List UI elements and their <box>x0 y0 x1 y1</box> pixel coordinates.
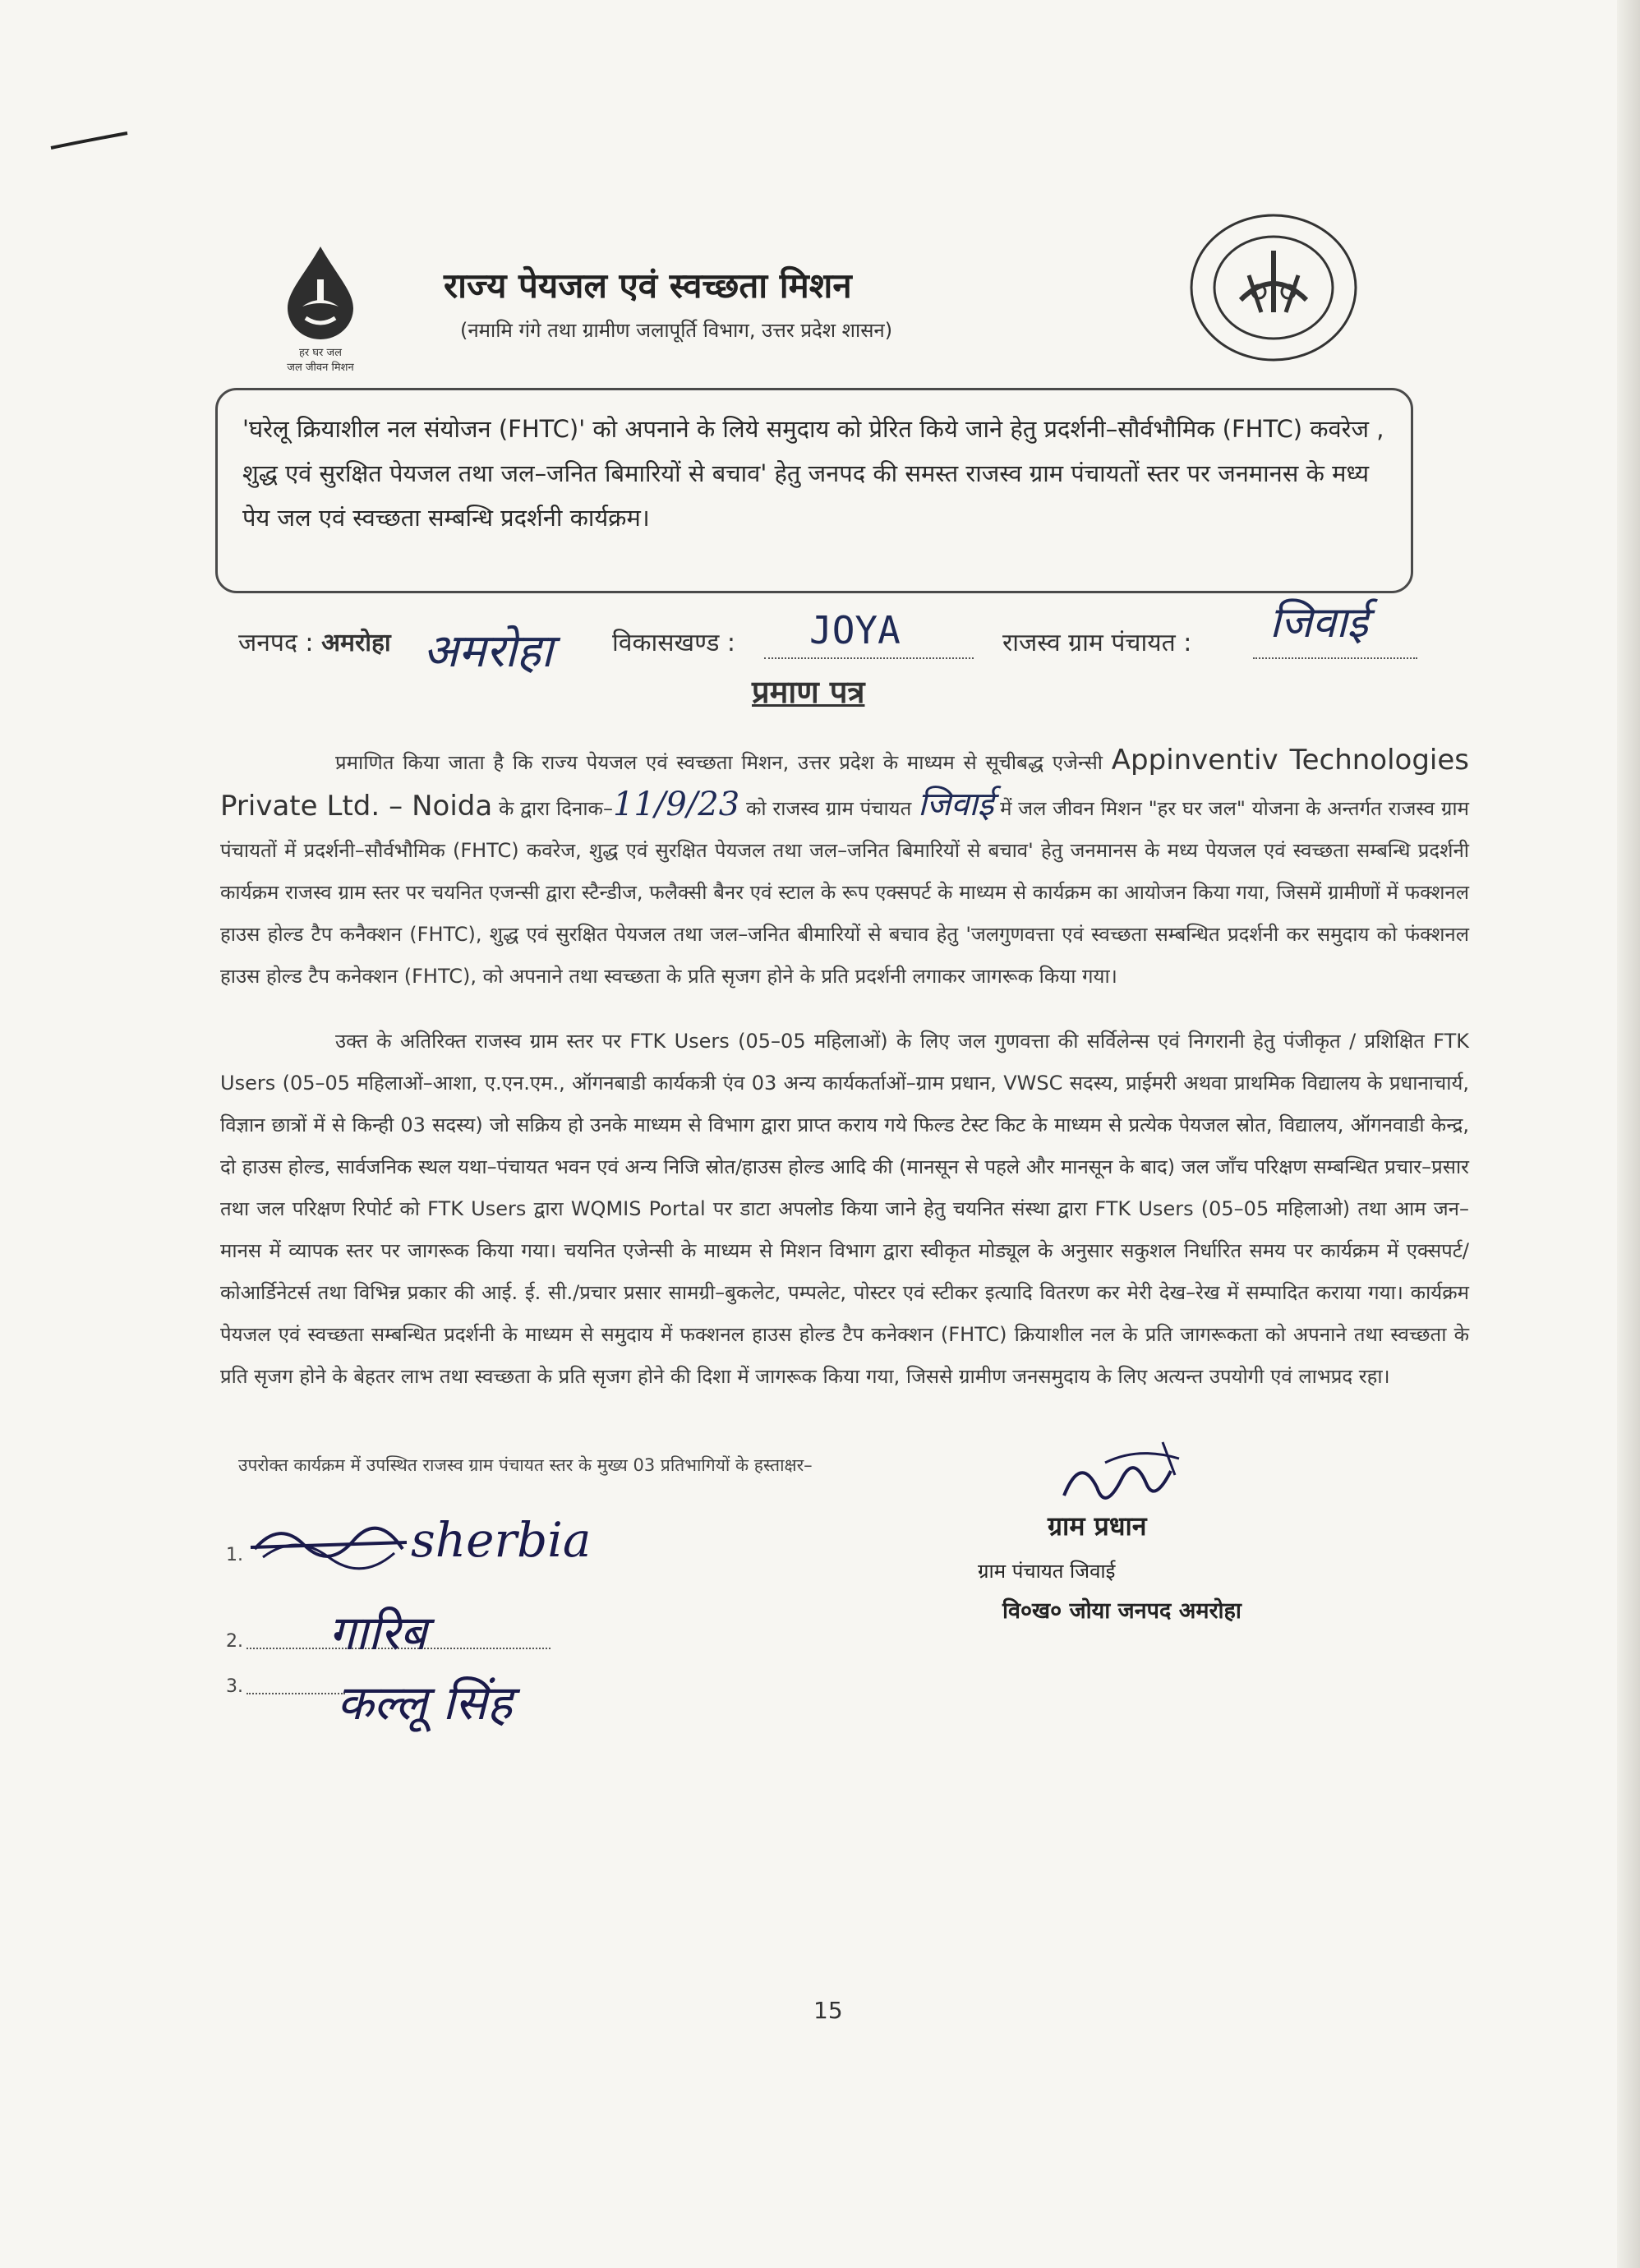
panchayat-name-inline: जिवाई <box>918 786 994 823</box>
struck-out-signature <box>246 1516 411 1574</box>
emblem-icon <box>1183 210 1364 366</box>
panchayat-dotted-line <box>1253 657 1417 659</box>
water-drop-icon <box>263 242 378 341</box>
mission-title: राज्य पेयजल एवं स्वच्छता मिशन <box>444 265 852 306</box>
program-title: 'घरेलू क्रियाशील नल संयोजन (FHTC)' को अपनाने के लिये समुदाय को प्रेरित किये जाने हेतु प्रदर्शनी–सौर्वभौमिक (FHTC) कवरेज , शुद्ध एवं सुरक्षित पेयजल तथा जल–जनित बिमारियों से बचाव' हेतु जनपद की समस्त राजस्व ग्राम पंचायतों स्तर पर जनमानस के मध्य पेय जल एवं स्वच्छता सम्बन्धि प्रदर्शनी कार्यक्रम। <box>242 415 1384 532</box>
district-printed: अमरोहा <box>321 629 391 657</box>
signature-line-3 <box>246 1693 345 1694</box>
logo-left-caption: जल जीवन मिशन <box>287 362 354 374</box>
agency-name: Appinventiv Technologies Private Ltd. – Noida <box>220 744 1469 823</box>
pradhan-panchayat: ग्राम पंचायत जिवाई <box>978 1560 1116 1583</box>
signature-intro: उपरोक्त कार्यक्रम में उपस्थित राजस्व ग्राम पंचायत स्तर के मुख्य 03 प्रतिभागियों के हस्ताक्षर– <box>238 1455 813 1475</box>
signature-number-2: 2. <box>226 1631 243 1652</box>
panchayat-handwritten: जिवाई <box>1269 598 1368 648</box>
signature-number-3: 3. <box>226 1676 243 1697</box>
district-handwritten: अमरोहा <box>423 625 553 678</box>
scan-edge-shadow <box>1617 0 1640 2268</box>
certificate-paragraph-2: उक्त के अतिरिक्त राजस्व ग्राम स्तर पर FTK Users (05–05 महिलाओं) के लिए जल गुणवत्ता की सर्विलेन्स एवं निगरानी हेतु पंजीकृत / प्रशिक्षित FTK Users (05–05 महिलाओं–आशा, ए.एन.एम., ऑगनबाडी कार्यकत्री एंव 03 अन्य कार्यकर्ताओं–ग्राम प्रधान, VWSC सदस्य, प्राईमरी अथवा प्राथमिक विद्यालय के प्रधानाचार्य, विज्ञान छात्रों में से किन्ही 03 सदस्य) जो सक्रिय हो उनके माध्यम से विभाग द्वारा प्राप्त कराय गये फिल्ड टेस्ट किट के माध्यम से प्रत्येक पेयजल स्रोत, विद्यालय, ऑगनवाडी केन्द्र, दो हाउस होल्ड, सार्वजनिक स्थल यथा–पंचायत भवन एवं अन्य निजि स्रोत/हाउस होल्ड आदि की (मानसून से पहले और मानसून के बाद) जल जाँच परिक्षण सम्बन्धित प्रचार–प्रसार तथा जल परिक्षण रिपोर्ट को FTK Users द्वारा WQMIS Portal पर डाटा अपलोड किया जाने हेतु चयनित संस्था द्वारा FTK Users (05–05 महिलाओ) तथा आम जन–मानस में व्यापक स्तर पर जागरूक किया गया। चयनित एजेन्सी के माध्यम से मिशन विभाग द्वारा स्वीकृत मोड्यूल के अनुसार सकुशल निर्धारित समय पर कार्यक्रम में एक्सपर्ट/कोआर्डिनेटर्स तथा विभिन्न प्रकार की आई. ई. सी./प्रचार प्रसार सामग्री–बुकलेट, पम्पलेट, पोस्टर एवं स्टीकर इत्यादि वितरण कर मेरी देख–रेख में सम्पादित कराया गया। कार्यक्रम पेयजल एवं स्वच्छता सम्बन्धित प्रदर्शनी के माध्यम से समुदाय में फक्शनल हाउस होल्ड टैप कनेक्शन (FHTC) क्रियाशील नल के प्रति जागरूकता को अपनाने तथा स्वच्छता के प्रति सृजग होने के बेहतर लाभ तथा स्वच्छता के प्रति सृजग होने की दिशा में जागरूक किया गया, जिससे ग्रामीण जनसमुदाय के लिए अत्यन्त उपयोगी एवं लाभप्रद रहा। <box>220 1030 1469 1388</box>
up-government-emblem <box>1183 210 1364 366</box>
program-title-box <box>215 388 1413 593</box>
block-label: विकासखण्ड : <box>612 629 736 657</box>
pradhan-title: ग्राम प्रधान <box>1048 1510 1147 1542</box>
signature-number-1: 1. <box>226 1545 243 1565</box>
certificate-paragraph-1: प्रमाणित किया जाता है कि राज्य पेयजल एवं स्वच्छता मिशन, उत्तर प्रदेश के माध्यम से सूचीबद्ध एजेन्सी Appinventiv Technologies Private Ltd. – Noida के द्वारा दिनाक–11/9/23 को राजस्व ग्राम पंचायत जिवाई में जल जीवन मिशन "हर घर जल" योजना के अन्तर्गत राजस्व ग्राम पंचायतों में प्रदर्शनी–सौर्वभौमिक (FHTC) कवरेज, शुद्ध एवं सुरक्षित पेयजल तथा जल–जनित बिमारियों से बचाव' हेतु जनमानस के मध्य पेयजल एवं स्वच्छता सम्बन्धि प्रदर्शनी कार्यक्रम राजस्व ग्राम स्तर पर चयनित एजन्सी द्वारा स्टैन्डीज, फलैक्सी बैनर एवं स्टाल के रूप एक्सपर्ट के माध्यम से कार्यक्रम का आयोजन किया गया, जिसमें ग्रामीणों में फक्शनल हाउस होल्ड टैप कनैक्शन (FHTC), शुद्ध एवं सुरक्षित पेयजल तथा जल–जनित बीमारियों से बचाव हेतु 'जलगुणवत्ता एवं स्वच्छता सम्बन्धित प्रदर्शनी कर समुदाय को फंक्शनल हाउस होल्ड टैप कनेक्शन (FHTC), को अपनाने तथा स्वच्छता के प्रति सृजग होने के प्रति प्रदर्शनी लगाकर जागरूक किया गया। <box>220 744 1469 988</box>
jal-jeevan-mission-logo <box>263 242 378 382</box>
block-handwritten: JOYA <box>809 608 901 652</box>
logo-left-text: हर घर जल <box>299 347 342 359</box>
block-dotted-line <box>764 657 974 659</box>
page-number: 15 <box>813 1997 843 2024</box>
certificate-title: प्रमाण पत्र <box>752 674 865 710</box>
pradhan-block-district: वि०ख० जोया जनपद अमरोहा <box>1002 1598 1242 1624</box>
stray-pen-mark <box>49 123 131 156</box>
signature-3: कल्लू सिंह <box>337 1675 513 1731</box>
program-date: 11/9/23 <box>612 786 740 823</box>
signature-1: sherbia <box>411 1512 592 1568</box>
district-label: जनपद : अमरोहा <box>238 629 391 657</box>
signature-2: गारिब <box>329 1605 427 1661</box>
mission-subtitle: (नमामि गंगे तथा ग्रामीण जलापूर्ति विभाग, उत्तर प्रदेश शासन) <box>460 319 893 342</box>
panchayat-label: राजस्व ग्राम पंचायत : <box>1002 629 1192 657</box>
